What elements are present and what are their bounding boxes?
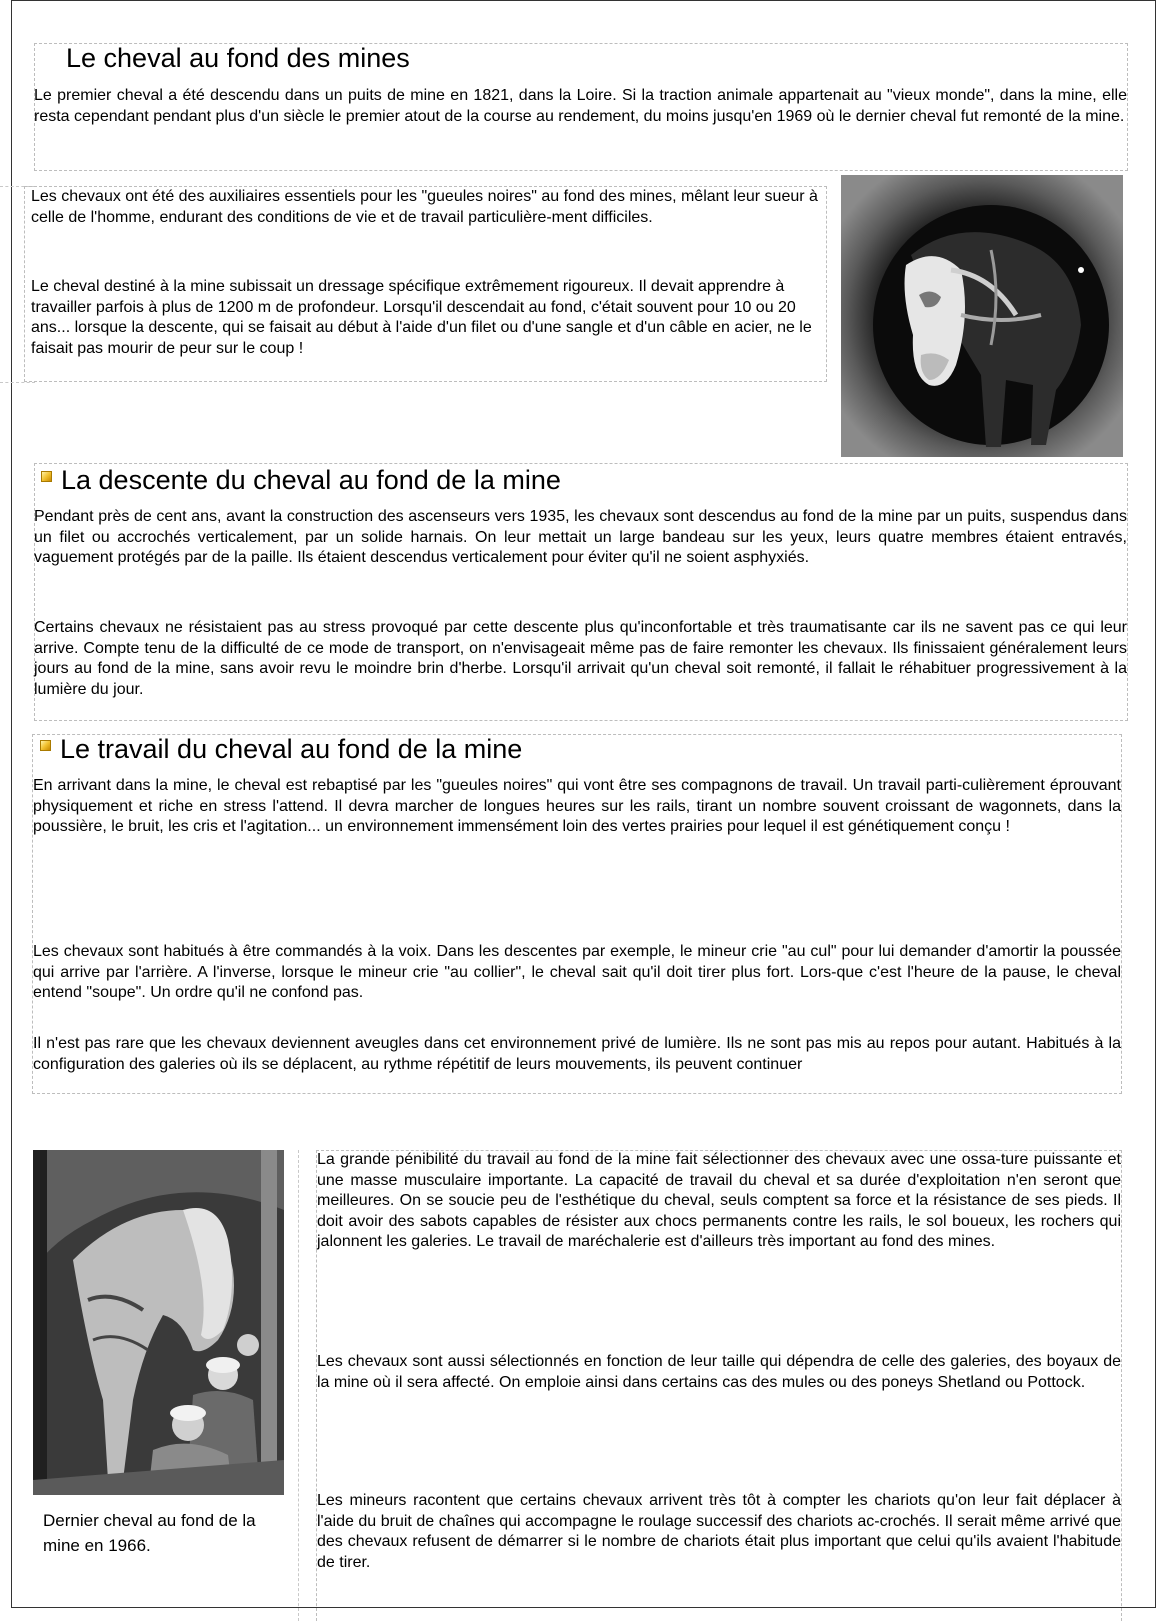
bullet-icon	[40, 740, 51, 751]
guide-line	[0, 382, 35, 383]
horse-mine-photo	[841, 175, 1123, 457]
guide-line	[298, 1150, 299, 1621]
intro-paragraph: Le premier cheval a été descendu dans un puits de mine en 1821, dans la Loire. Si la traction animale appartenait au "vieux monde", dans la mine, elle resta cependant pendant plus d'un siècle le premier atout de la course au rendement, du moins jusqu'en 1969 où le dernier cheval fut remonté de la mine.	[34, 87, 1127, 125]
bullet-icon	[41, 471, 52, 482]
selection-paragraph-3: Les mineurs racontent que certains chevaux arrivent très tôt à compter les chariots qu'on leur fait déplacer à l'aide du bruit de chaînes qui accompagne le roulage successif des chariots ac-crochés. Il serait même arrivé que des chevaux refusent de démarrer si le nombre de chariots était plus important que celui qu'ils avaient l'habitude de tirer.	[317, 1492, 1121, 1571]
descente-paragraph-1: Pendant près de cent ans, avant la construction des ascenseurs vers 1935, les chevaux sont descendus au fond de la mine par un puits, suspendus dans un filet ou accrochés verticalement, par un solide harnais. On leur mettait un large bandeau sur les yeux, leurs quatre membres étaient entravés, vaguement protégés par de la paille. Ils étaient descendus verticalement pour éviter qu'il ne soient asphyxiés.	[34, 508, 1127, 566]
travail-paragraph-1: En arrivant dans la mine, le cheval est rebaptisé par les "gueules noires" qui vont être ses compagnons de travail. Un travail parti-culièrement éprouvant physiquement et riche en stress l'attend. Il devra marcher de longues heures sur les rails, tirant un nombre souvent croissant de wagonnets, dans la poussière, le bruit, les cris et l'agitation... un environnement immensément loin des vertes prairies pour lequel il est génétiquement conçu !	[33, 777, 1121, 835]
last-horse-photo	[33, 1150, 284, 1495]
travail-paragraph-3: Il n'est pas rare que les chevaux deviennent aveugles dans cet environnement privé de lumière. Ils ne sont pas mis au repos pour autant. Habitués à la configuration des galeries où ils se déplacent, au rythme répétitif de leurs mouvements, ils peuvent continuer	[33, 1035, 1121, 1073]
descente-heading	[41, 465, 561, 495]
travail-heading-text: Le travail du cheval au fond de la mine	[60, 734, 523, 764]
auxiliaires-paragraph-1: Les chevaux ont été des auxiliaires essentiels pour les "gueules noires" au fond des mines, mêlant leur sueur à celle de l'homme, endurant des conditions de vie et de travail particulière-ment difficiles.	[31, 188, 818, 226]
auxiliaires-paragraph-2: Le cheval destiné à la mine subissait un dressage spécifique extrêmement rigoureux. Il devait apprendre à travailler parfois à plus de 1200 m de profondeur. Lorsqu'il descendait au fond, c'était souvent pour 10 ou 20 ans... lorsque la descente, qui se faisait au début à l'aide d'un filet ou d'une sangle et d'un câble en acier, ne le faisait pas mourir de peur sur le coup !	[31, 278, 812, 357]
page-title: Le cheval au fond des mines	[66, 43, 410, 73]
miners-horse-illustration	[33, 1150, 284, 1495]
descente-paragraph-2: Certains chevaux ne résistaient pas au stress provoqué par cette descente plus qu'inconfortable et très traumatisante car ils ne savent pas ce qui leur arrive. Compte tenu de la difficulté de ce mode de transport, on n'envisageait même pas de faire remonter les chevaux. Ils finissaient généralement leurs jours au fond de la mine, sans avoir revu le moindre brin d'herbe. Lorsqu'il arrivait qu'un cheval soit remonté, il fallait le réhabituer progressivement à la lumière du jour.	[34, 619, 1127, 698]
travail-paragraph-2: Les chevaux sont habitués à être commandés à la voix. Dans les descentes par exemple, le mineur crie "au cul" pour lui demander d'amortir la poussée qui arrive par l'arrière. A l'inverse, lorsque le mineur crie "au collier", le cheval sait qu'il doit tirer plus fort. Lors-que c'est l'heure de la pause, le cheval entend "soupe". Un ordre qu'il ne confond pas.	[33, 943, 1121, 1001]
descente-heading-text: La descente du cheval au fond de la mine	[61, 465, 561, 495]
selection-paragraph-1: La grande pénibilité du travail au fond de la mine fait sélectionner des chevaux avec une ossa-ture puissante et une masse musculaire importante. La capacité de travail du cheval et sa durée d'exploitation n'en seront que meilleures. On se soucie peu de l'esthétique du cheval, seuls comptent sa force et la résistance de ses pieds. Il doit avoir des sabots capables de résister aux chocs permanents contre les rails, le sol boueux, les rochers qui jalonnent les galeries. Le travail de maréchalerie est d'ailleurs très important au fond des mines.	[317, 1151, 1121, 1250]
horse-harness-illustration	[841, 175, 1123, 457]
photo-caption: Dernier cheval au fond de la mine en 1966.	[43, 1511, 256, 1555]
selection-paragraph-2: Les chevaux sont aussi sélectionnés en fonction de leur taille qui dépendra de celle des galeries, des boyaux de la mine où il sera affecté. On emploie ainsi dans certains cas des mules ou des poneys Shetland ou Pottock.	[317, 1353, 1121, 1391]
travail-heading	[40, 734, 522, 764]
